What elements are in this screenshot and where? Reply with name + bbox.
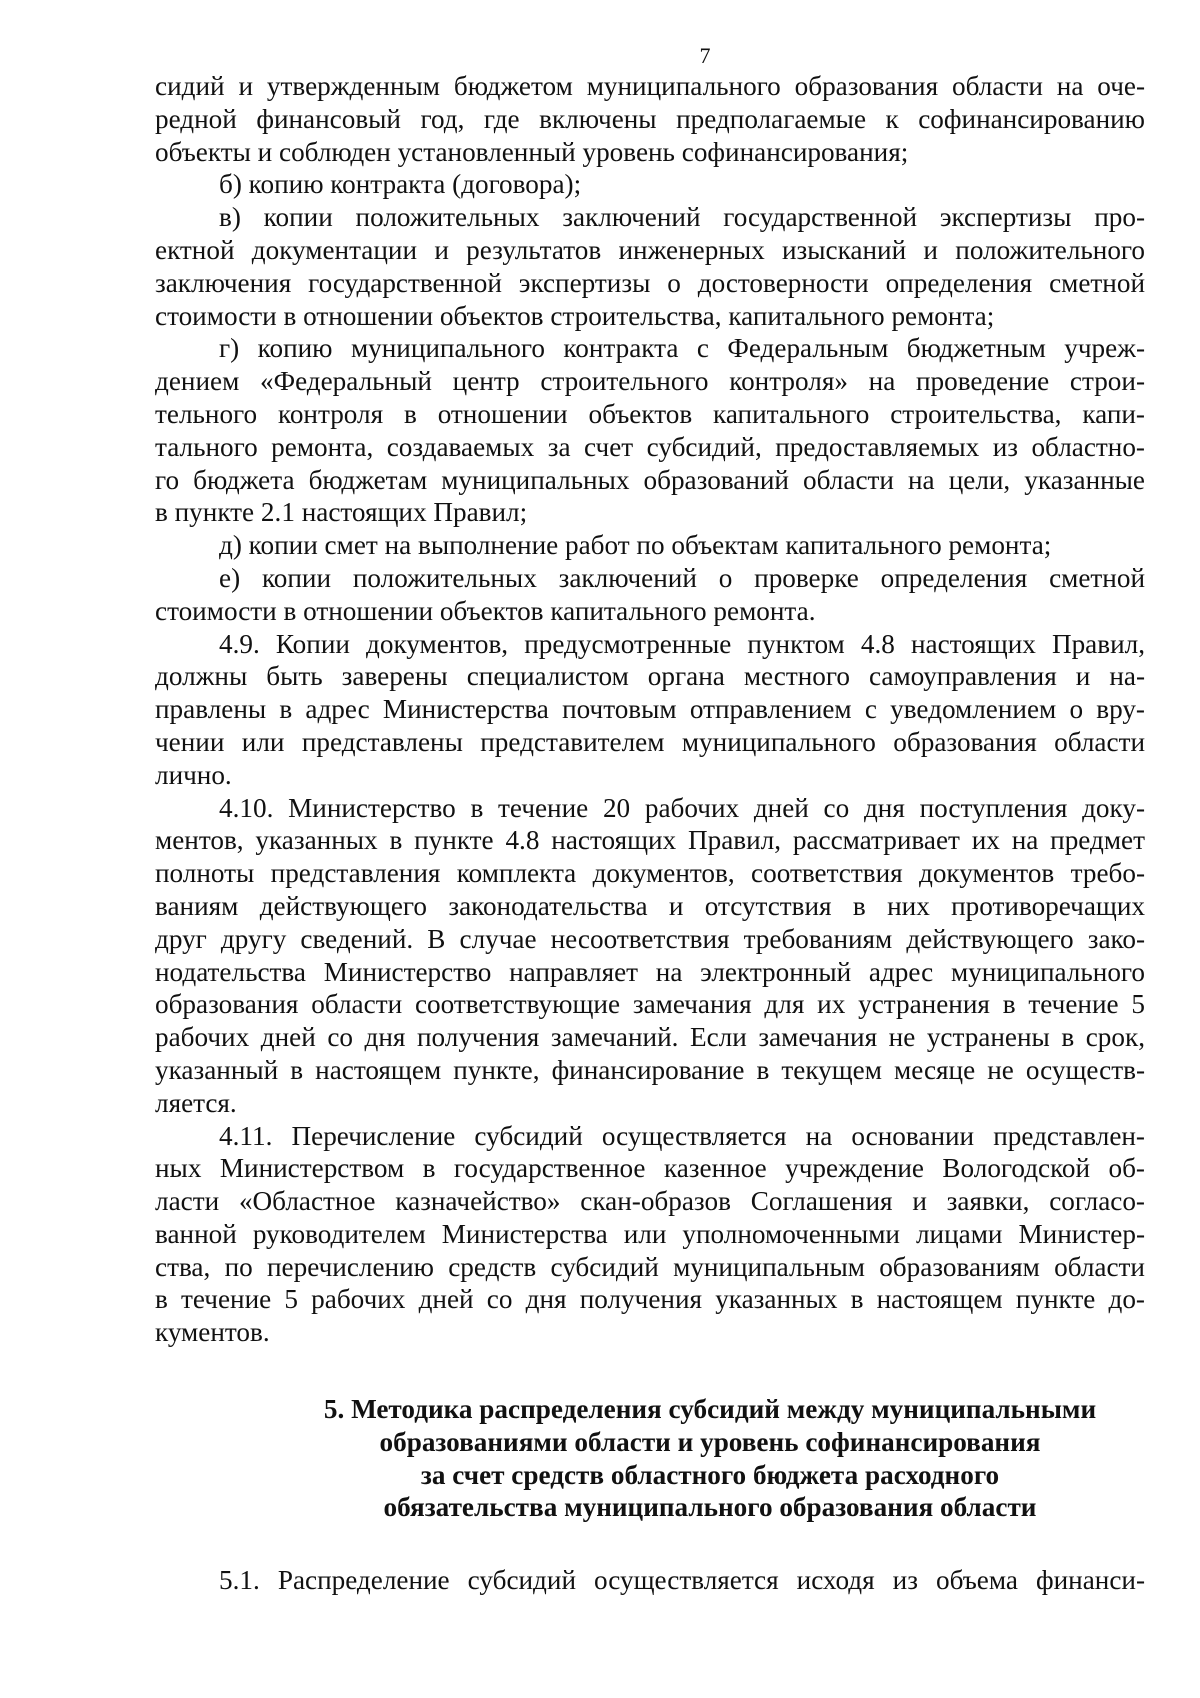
text-line: лично. [155,759,232,790]
text-line: ектной документации и результатов инженерных изысканий и положительного [155,234,1145,265]
text-line: указанный в настоящем пункте, финансирование в текущем месяце не осуществ- [155,1054,1145,1085]
text-line: 4.11. Перечисление субсидий осуществляется на основании представлен- [219,1120,1145,1151]
paragraph-4-9 [155,628,1145,792]
paragraph-5-1 [155,1564,1145,1597]
text-line: стоимости в отношении объектов строительства, капитального ремонта; [155,300,995,331]
text-line: друг другу сведений. В случае несоответствия требованиям действующего зако- [155,923,1145,954]
document-page [155,42,1145,1597]
paragraph-item-v [155,201,1145,332]
text-line: б) копию контракта (договора); [219,169,582,200]
text-line: в пункте 2.1 настоящих Правил; [155,497,528,528]
text-line: е) копии положительных заключений о проверке определения сметной [219,562,1145,593]
paragraph-continuation [155,70,1145,168]
text-line: дением «Федеральный центр строительного контроля» на проведение строи- [155,366,1145,397]
text-line: ства, по перечислению средств субсидий муниципальным образованиям области [155,1251,1145,1282]
text-line: сидий и утвержденным бюджетом муниципального образования области на оче- [155,71,1145,101]
text-line: редной финансовый год, где включены предполагаемые к софинансированию [155,103,1145,134]
text-line: чении или представлены представителем муниципального образования области [155,726,1145,757]
text-line: г) копию муниципального контракта с Федеральным бюджетным учреж- [219,333,1145,364]
paragraph-4-10 [155,792,1145,1120]
text-line: ваниям действующего законодательства и отсутствия в них противоречащих [155,890,1145,921]
text-line: нодательства Министерство направляет на электронный адрес муниципального [155,956,1145,987]
section-heading [155,1393,1145,1524]
paragraph-item-g [155,332,1145,529]
text-line: должны быть заверены специалистом органа местного самоуправления и на- [155,661,1145,692]
paragraph-item-b [155,168,1145,201]
text-line: тального ремонта, создаваемых за счет субсидий, предоставляемых из областно- [155,431,1145,462]
text-line: го бюджета бюджетам муниципальных образований области на цели, указанные [155,464,1145,495]
heading-line: за счет средств областного бюджета расходного [420,1459,1000,1490]
text-line: ванной руководителем Министерства или уполномоченными лицами Министер- [155,1218,1145,1249]
text-line: тельного контроля в отношении объектов капитального строительства, капи- [155,398,1145,429]
text-line: 4.10. Министерство в течение 20 рабочих дней со дня поступления доку- [219,792,1145,823]
text-line: ляется. [155,1087,237,1118]
text-line: д) копии смет на выполнение работ по объектам капитального ремонта; [219,530,1052,561]
text-line: полноты представления комплекта документов, соответствия документов требо- [155,858,1145,889]
text-line: ласти «Областное казначейство» скан-образов Соглашения и заявки, согласо- [155,1186,1145,1217]
paragraph-item-d [155,529,1145,562]
heading-line: образованиями области и уровень софинансирования [379,1426,1041,1457]
text-line: объекты и соблюден установленный уровень софинансирования; [155,136,909,167]
text-line: в течение 5 рабочих дней со дня получения указанных в настоящем пункте до- [155,1284,1145,1315]
text-line: 5.1. Распределение субсидий осуществляется исходя из объема финанси- [219,1565,1145,1596]
text-line: рабочих дней со дня получения замечаний. Если замечания не устранены в срок, [155,1022,1145,1053]
text-line: стоимости в отношении объектов капитального ремонта. [155,595,816,626]
text-line: правлены в адрес Министерства почтовым отправлением с уведомлением о вру- [155,694,1145,725]
text-line: образования области соответствующие замечания для их устранения в течение 5 [155,989,1145,1020]
paragraph-item-e [155,562,1145,628]
text-line: кументов. [155,1317,270,1348]
text-line: ных Министерством в государственное казенное учреждение Вологодской об- [155,1153,1145,1184]
text-line: в) копии положительных заключений государственной экспертизы про- [219,202,1145,233]
heading-line: обязательства муниципального образования области [383,1492,1037,1523]
page-number: 7 [699,43,711,68]
paragraph-4-11 [155,1120,1145,1350]
text-line: заключения государственной экспертизы о достоверности определения сметной [155,267,1145,298]
text-line: ментов, указанных в пункте 4.8 настоящих Правил, рассматривает их на предмет [155,825,1145,856]
heading-line: 5. Методика распределения субсидий между муниципальными [323,1394,1097,1425]
text-line: 4.9. Копии документов, предусмотренные пунктом 4.8 настоящих Правил, [219,628,1145,659]
